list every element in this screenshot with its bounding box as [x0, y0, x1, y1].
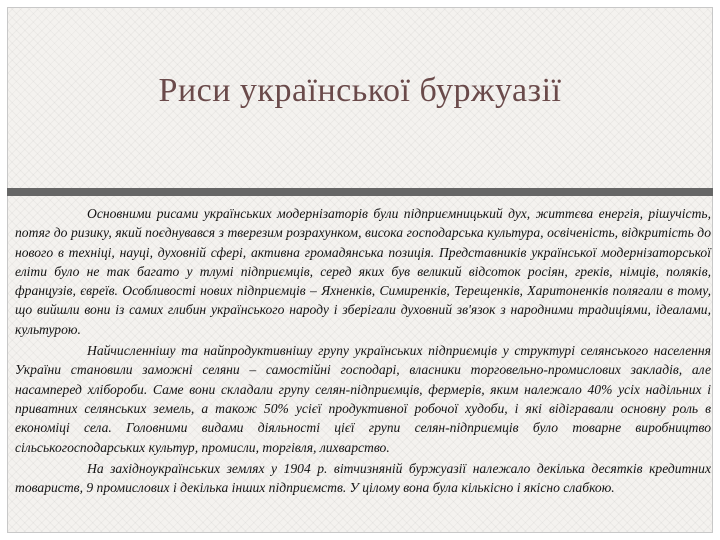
slide-title: Риси української буржуазії — [158, 72, 562, 109]
paragraph-western-ukraine: На західноукраїнських землях у 1904 р. вітчизняній буржуазії належало декілька десятків кредитних товариств, 9 промислових і декілька інших підприємств. У цілому вона була кількісно і якісно слабкою. — [15, 460, 711, 496]
paragraph-peasant-entrepreneurs: Найчисленнішу та найпродуктивнішу групу українських підприємців у структурі селянського населення України становили заможні селяни – самостійні господарі, власники торговельно-промислових закладів, але насамперед хлібороби. Саме вони складали групу селян-підприємців, фермерів, яким належало 40% усіх надільних і приватних селянських земель, а також 50% усієї продуктивної робочої худоби, і які відігравали основну роль в економіці села. Головними видами діяльності цієї групи селян-підприємців було товарне виробництво сільськогосподарських культур, промисли, торгівля, лихварство. — [15, 343, 711, 455]
slide-body — [15, 204, 711, 497]
title-divider — [7, 188, 713, 196]
paragraph-traits: Основними рисами українських модернізаторів були підприємницький дух, життєва енергія, рішучість, потяг до ризику, який поєднувався з тверезим розрахунком, висока господарська культура, освіченість, відкритість до нового в техніці, науці, духовній сфері, активна громадянська позиція. Представників української модернізаторської еліти було не так багато у тлумі підприємців, серед яких був великий відсоток росіян, греків, німців, поляків, французів, євреїв. Особливості нових підприємців – Яхненків, Симиренків, Терещенків, Харитоненків полягали в тому, що вийшли вони із самих глибин українського народу і зберігали духовний зв'язок з народними традиціями, ідеалами, культурою. — [15, 206, 711, 337]
